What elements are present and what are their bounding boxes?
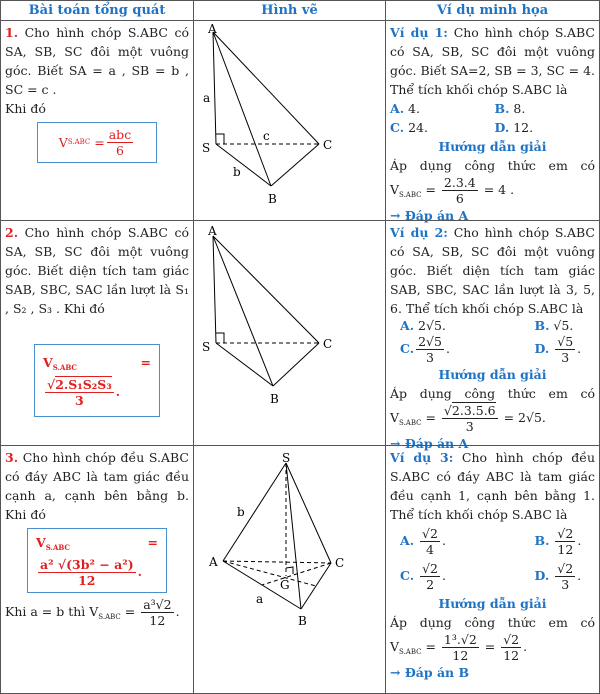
formula-box: $V_{S.ABC}$ = $\frac{\text{a² √(3b² − a²)}}{12}$ . xyxy=(27,528,167,593)
svg-text:A: A xyxy=(208,224,217,238)
svg-text:C: C xyxy=(323,337,333,351)
formula-box: V S.ABC = $\frac{\text{abc}}{6}$ xyxy=(37,122,157,163)
svg-text:B: B xyxy=(270,392,279,406)
general-1: 1. Cho hình chóp S.ABC có SA, SB, SC đôi một vuông góc. Biết SA = a , SB = b , SC = c . Khi đó V S.ABC = $\frac{\text{abc}}{6}$ xyxy=(0,20,194,221)
svg-text:b: b xyxy=(237,505,245,519)
svg-text:c: c xyxy=(263,129,270,143)
example-3: Ví dụ 3: Cho hình chóp đều S.ABC có đáy ABC là tam giác đều cạnh 1, cạnh bên bằng 1. Thể tích khối chóp S.ABC là A. $\frac{√2}{4}$ . B. $\frac{√2}{12}$ . C. $\frac{√2}{2}$ . D. $\frac{√2}{3}$ . Hướng dẫn giải Áp dụng công thức em có $V_{S.ABC}$ = $\frac{\text{1³.√2}}{12}$ = $\frac{√2}{12}$ . → Đáp án B xyxy=(385,445,600,694)
options xyxy=(390,318,595,365)
figure-3 xyxy=(193,445,386,694)
general-2: 2. Cho hình chóp S.ABC có SA, SB, SC đôi một vuông góc. Biết diện tích tam giác SAB, SBC, SAC lần lượt là S₁ , S₂ , S₃ . Khi đó $V_{S.ABC}$ = $\frac{\text{√2.S₁S₂S₃}}{3}$ . xyxy=(0,220,194,446)
example-2: Ví dụ 2: Cho hình chóp S.ABC có SA, SB, SC đôi một vuông góc. Biết diện tích tam giác SAB, SBC, SAC lần lượt là 3, 5, 6. Thể tích khối chóp S.ABC là A. 2√5. B. √5. C. $\frac{2√5}{3}$ . D. $\frac{√5}{3}$ . Hướng dẫn giải Áp dụng công thức em có $V_{S.ABC}$ = $\frac{√2.3.5.6}{3}$ = 2√5. → Đáp án A xyxy=(385,220,600,446)
option-b[interactable]: B. $\frac{√2}{12}$ . xyxy=(534,526,582,557)
figure-2 xyxy=(193,220,386,446)
guide-title: Hướng dẫn giải xyxy=(438,139,547,154)
option-d[interactable]: D. $\frac{√5}{3}$ . xyxy=(534,334,582,365)
option-d[interactable]: D. 12. xyxy=(494,120,534,135)
answer: → Đáp án A xyxy=(390,208,469,223)
option-a[interactable]: A. 2√5. xyxy=(400,318,446,333)
header-figure: Hình vẽ xyxy=(193,0,386,21)
header-general: Bài toán tổng quát xyxy=(0,0,194,21)
svg-text:A: A xyxy=(209,555,218,569)
pyramid-diagram xyxy=(194,21,384,219)
option-c[interactable]: C. $\frac{√2}{2}$ . xyxy=(400,561,446,592)
svg-text:B: B xyxy=(268,192,277,206)
option-c[interactable]: C. $\frac{2√5}{3}$ . xyxy=(400,334,450,365)
pyramid-diagram xyxy=(194,221,384,443)
answer: → Đáp án A xyxy=(390,436,469,451)
svg-text:a: a xyxy=(203,91,211,105)
svg-text:B: B xyxy=(298,614,307,628)
solution: $V_{S.ABC}$ = $\frac{2.3.4}{6}$ = 4 . xyxy=(390,175,515,206)
svg-text:S: S xyxy=(202,340,211,354)
header-example: Ví dụ minh họa xyxy=(385,0,600,21)
svg-text:C: C xyxy=(335,556,345,570)
special-case: Khi a = b thì $V_{S.ABC}$ = $\frac{\text{a³√2}}{12}$ . xyxy=(5,597,180,628)
option-d[interactable]: D. $\frac{√2}{3}$ . xyxy=(534,561,582,592)
svg-text:b: b xyxy=(233,165,241,179)
formula-box: $V_{S.ABC}$ = $\frac{\text{√2.S₁S₂S₃}}{3}$ . xyxy=(34,344,160,417)
svg-text:G: G xyxy=(280,578,290,592)
svg-text:A: A xyxy=(208,22,217,36)
answer: → Đáp án B xyxy=(390,665,470,680)
option-c[interactable]: C. 24. xyxy=(390,120,428,135)
solution: $V_{S.ABC}$ = $\frac{\text{1³.√2}}{12}$ = $\frac{√2}{12}$ . xyxy=(390,632,528,663)
option-b[interactable]: B. √5. xyxy=(534,318,574,333)
svg-text:C: C xyxy=(323,138,333,152)
options xyxy=(390,99,595,137)
options xyxy=(390,526,595,592)
option-a[interactable]: A. 4. xyxy=(390,101,420,116)
svg-text:S: S xyxy=(202,141,211,155)
figure-1 xyxy=(193,20,386,221)
pyramid-diagram xyxy=(194,446,384,692)
option-a[interactable]: A. $\frac{√2}{4}$ . xyxy=(400,526,446,557)
general-3: 3. Cho hình chóp đều S.ABC có đáy ABC là tam giác đều cạnh a, cạnh bên bằng b. Khi đó $V_{S.ABC}$ = $\frac{\text{a² √(3b² − a²)}}{12}$ . Khi a = b thì $V_{S.ABC}$ = $\frac{\text{a³√2}}{12}$ . xyxy=(0,445,194,694)
svg-text:a: a xyxy=(256,592,264,606)
svg-text:S: S xyxy=(282,451,291,465)
option-b[interactable]: B. 8. xyxy=(494,101,526,116)
example-1: Ví dụ 1: Cho hình chóp S.ABC có SA, SB, SC đôi một vuông góc. Biết SA=2, SB = 3, SC = 4. Thể tích khối chóp S.ABC là A. 4. B. 8. C. 24. D. 12. Hướng dẫn giải Áp dụng công thức em có $V_{S.ABC}$ = $\frac{2.3.4}{6}$ = 4 . → Đáp án A xyxy=(385,20,600,221)
solution: $V_{S.ABC}$ = $\frac{√2.3.5.6}{3}$ = 2√5. xyxy=(390,403,546,434)
